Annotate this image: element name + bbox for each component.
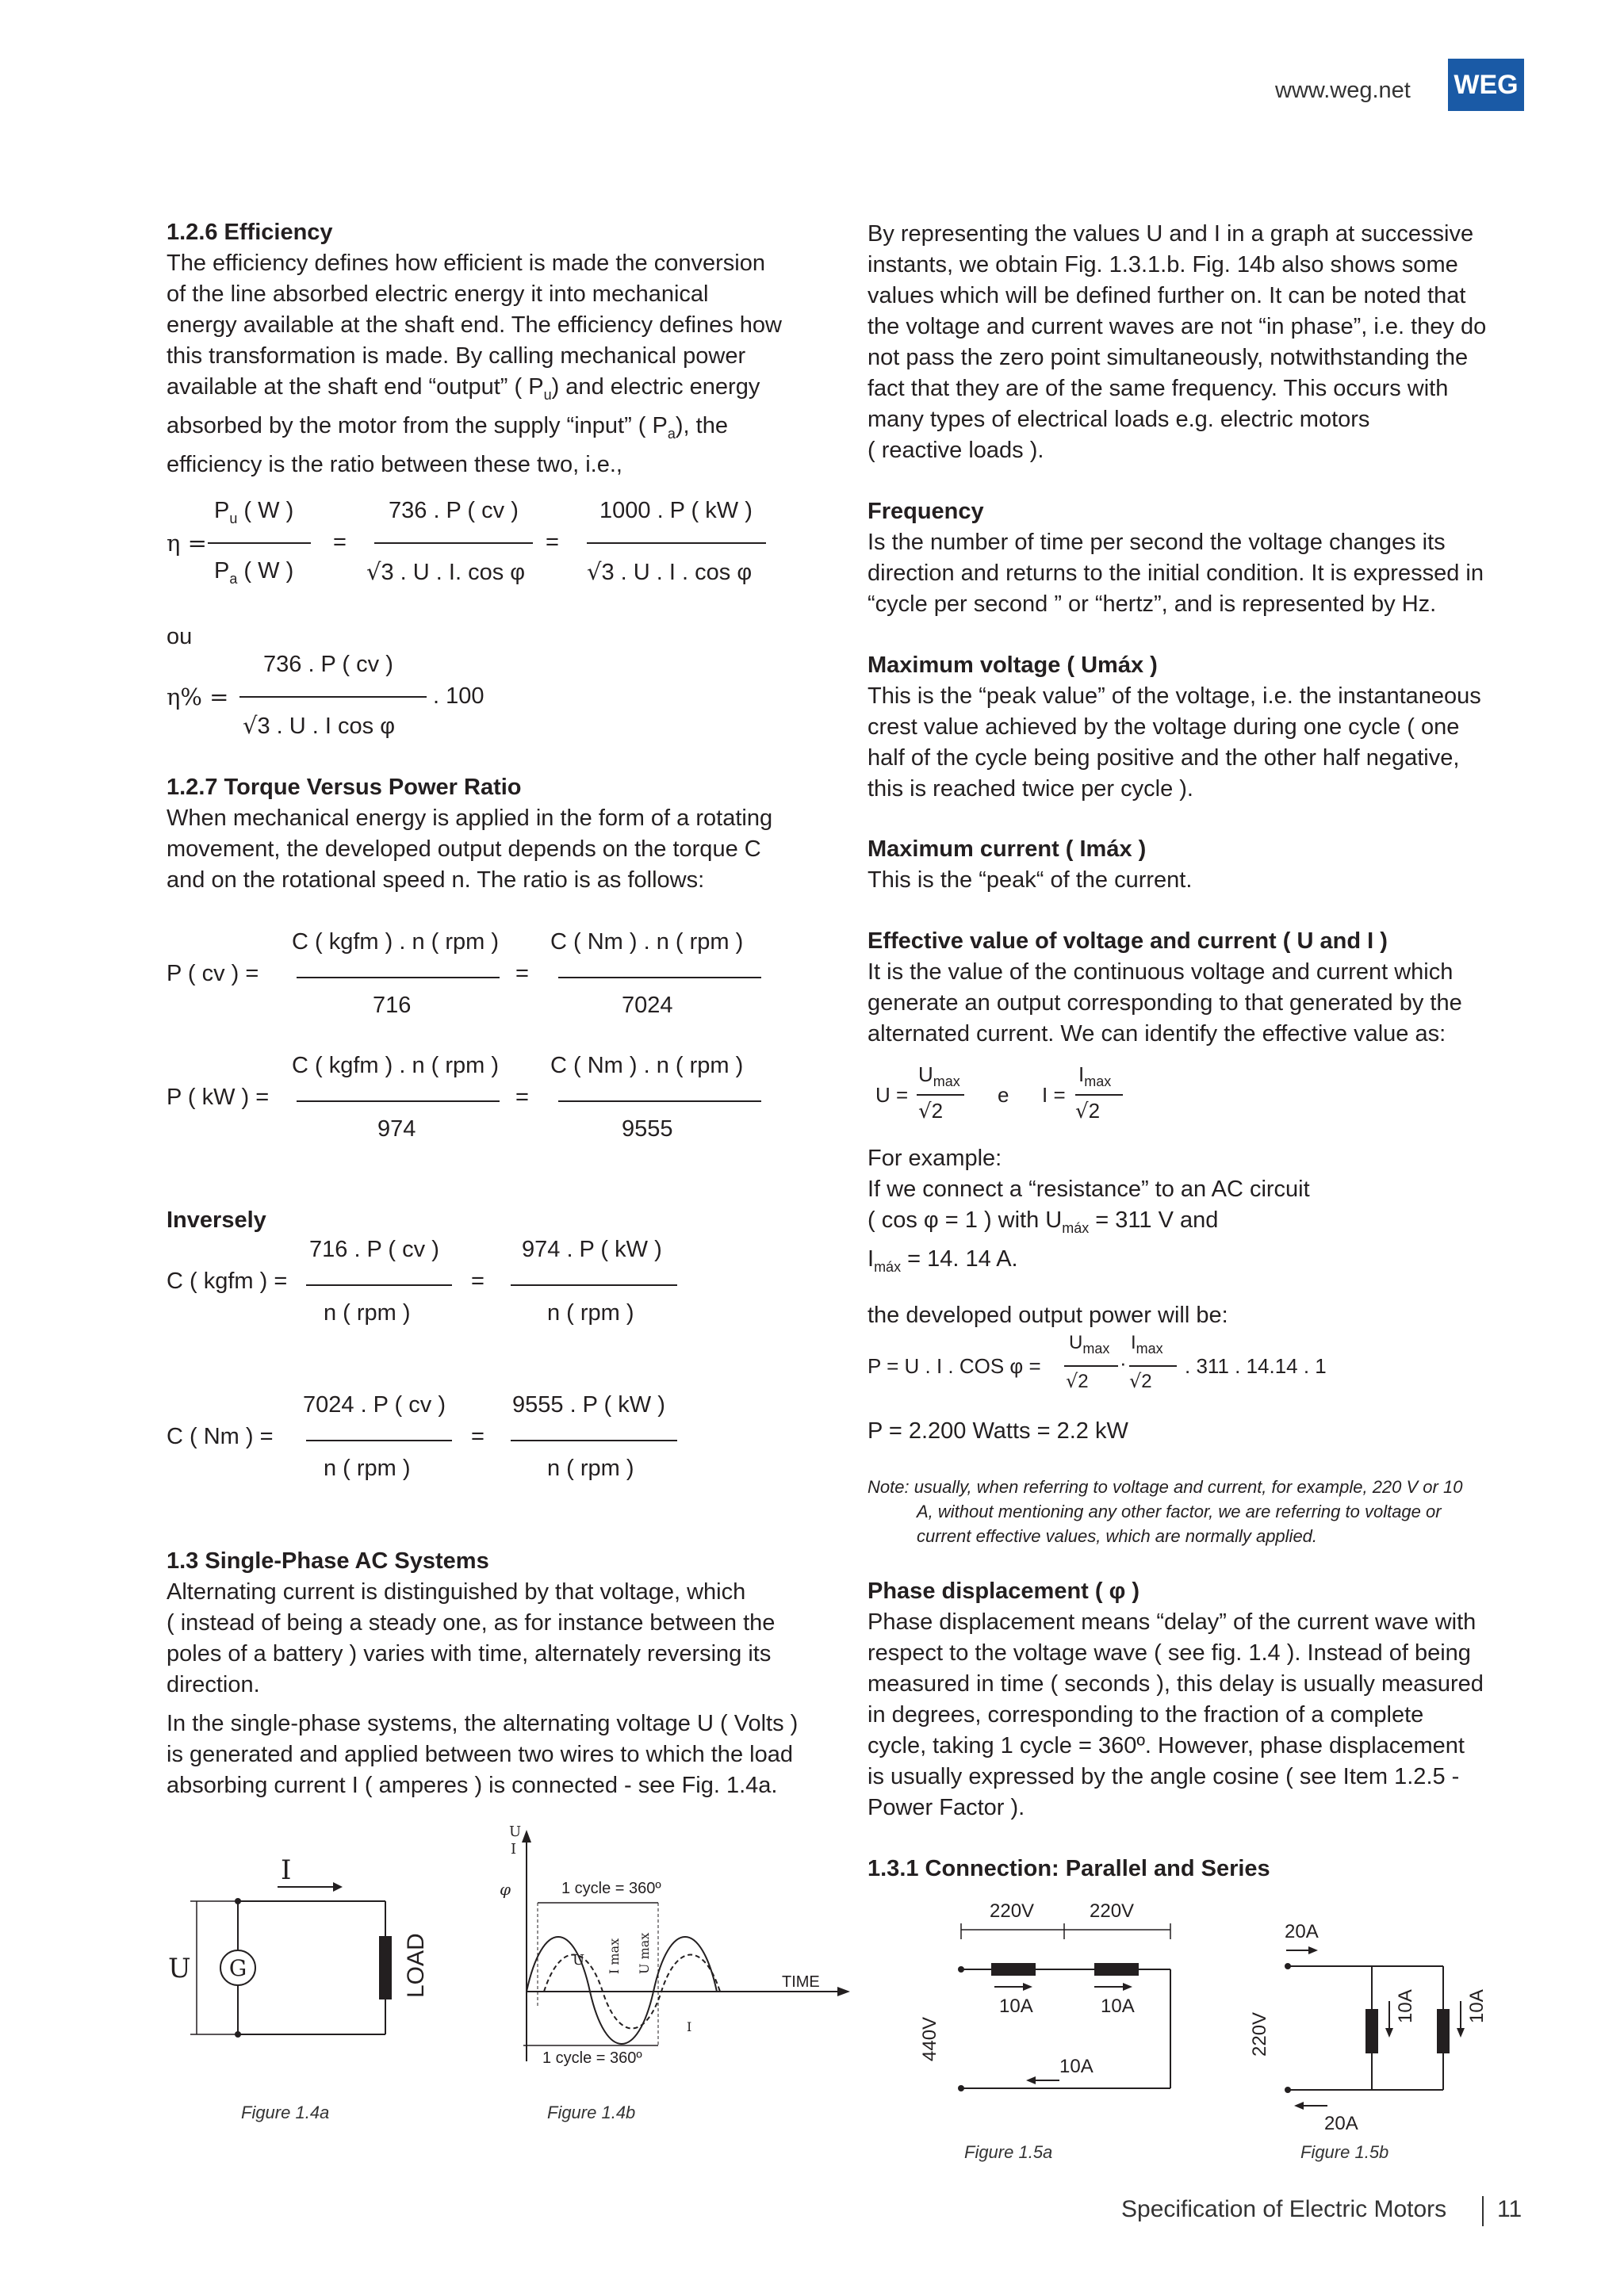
voltage-label: 220V — [1090, 1900, 1135, 1922]
series-circuit — [896, 1895, 1213, 2133]
u-equals: U = — [875, 1083, 909, 1107]
efficiency-line: efficiency is the ratio between these two, i.e., — [167, 451, 622, 477]
single-phase-line: poles of a battery ) varies with time, alternately reversing its — [167, 1641, 772, 1667]
current-label: 10A — [1466, 1989, 1488, 2023]
torque-line: When mechanical energy is applied in the form of a rotating — [167, 806, 773, 831]
torque-kgfm-equation — [167, 1234, 706, 1337]
fraction-bar — [374, 542, 533, 544]
fraction-bar — [239, 696, 427, 698]
torque-line: movement, the developed output depends on the torque C — [167, 836, 761, 862]
power-kw-equation — [167, 1048, 769, 1151]
efficiency-line: The efficiency defines how efficient is made the conversion — [167, 251, 765, 276]
phase-line: in degrees, corresponding to the fraction of a complete — [868, 1702, 1424, 1728]
max-voltage-line: this is reached twice per cycle ). — [868, 776, 1193, 802]
axis-u-label: U — [509, 1823, 522, 1840]
fraction-bar — [558, 1100, 761, 1102]
output-power: $P_u$ ( W ) — [214, 498, 294, 526]
i-equals: I = — [1042, 1083, 1066, 1107]
numerator: C ( kgfm ) . n ( rpm ) — [292, 929, 499, 955]
denominator: 9555 — [622, 1116, 673, 1142]
fraction-bar — [1129, 1365, 1177, 1367]
sqrt-icon: √ — [587, 558, 602, 585]
graph-paragraph — [868, 219, 1549, 466]
lhs: P ( cv ) = — [167, 961, 259, 986]
effective-line: generate an output corresponding to that generated by the — [868, 990, 1462, 1016]
graph-line: many types of electrical loads e.g. electric motors — [868, 407, 1370, 432]
single-phase-line: Alternating current is distinguished by that voltage, which — [167, 1579, 746, 1605]
cycle-bottom-label: 1 cycle = 360º — [542, 2049, 642, 2067]
footer-title: Specification of Electric Motors — [1121, 2196, 1447, 2222]
total-voltage-label: 440V — [919, 2016, 940, 2061]
fraction-bar — [511, 1440, 677, 1441]
torque-line: and on the rotational speed n. The ratio is as follows: — [167, 867, 705, 893]
fraction-bar — [511, 1284, 677, 1286]
phase-line: measured in time ( seconds ), this delay is usually measured — [868, 1671, 1484, 1697]
current-label: 20A — [1324, 2113, 1358, 2134]
frequency-line: Is the number of time per second the voltage changes its — [868, 530, 1446, 555]
power-equation — [868, 1327, 1359, 1406]
connection-title: 1.3.1 Connection: Parallel and Series — [868, 1856, 1270, 1881]
equals-sign: = — [546, 530, 559, 555]
graph-line: By representing the values U and I in a graph at successive — [868, 221, 1474, 247]
graph-line: instants, we obtain Fig. 1.3.1.b. Fig. 14b also shows some — [868, 252, 1458, 277]
denominator: 974 — [377, 1116, 416, 1142]
max-voltage-line: crest value achieved by the voltage during one cycle ( one — [868, 714, 1460, 740]
sqrt2-denominator: √2 — [1129, 1370, 1152, 1392]
effective-section — [868, 926, 1549, 1050]
header-url[interactable]: www.weg.net — [1275, 78, 1411, 103]
current-label: 10A — [999, 1996, 1033, 2017]
numerator: 736 . P ( cv ) — [389, 498, 519, 523]
umax-numerator: $U_{max}$ — [918, 1062, 960, 1090]
multiplier: . 100 — [433, 683, 485, 709]
circuit-diagram — [159, 1847, 508, 2053]
single-phase-line: direction. — [167, 1672, 260, 1697]
figure-caption: Figure 1.5a — [964, 2142, 1053, 2162]
frequency-title: Frequency — [868, 499, 984, 524]
input-power: $P_a$ ( W ) — [214, 558, 294, 587]
power-lhs: P = U . I . COS φ = — [868, 1354, 1041, 1378]
generator-label: G — [228, 1955, 247, 1981]
graph-line: values which will be defined further on. It can be noted that — [868, 283, 1466, 308]
denominator: √3 . U . I cos φ — [243, 712, 396, 739]
fraction-bar — [297, 1100, 500, 1102]
fraction-bar — [587, 542, 766, 544]
parallel-circuit — [1221, 1906, 1507, 2136]
example-section — [868, 1143, 1549, 1331]
weg-logo-text: WEG — [1454, 70, 1519, 100]
footer-divider — [1482, 2196, 1484, 2226]
effective-line: It is the value of the continuous voltage and current which — [868, 959, 1454, 985]
phase-line: is usually expressed by the angle cosine ( see Item 1.2.5 - — [868, 1764, 1460, 1789]
denominator: 7024 — [622, 993, 673, 1018]
sqrt-icon: √ — [1066, 1370, 1078, 1392]
dot: · — [1120, 1351, 1127, 1375]
efficiency-line: absorbed by the motor from the supply “input” ( $P_a$), the — [167, 412, 728, 442]
voltage-label: 220V — [990, 1900, 1035, 1922]
equals-sign: = — [515, 961, 529, 986]
efficiency-section — [167, 217, 817, 480]
example-line: For example: — [868, 1146, 1002, 1171]
max-voltage-line: half of the cycle being positive and the other half negative, — [868, 745, 1460, 771]
efficiency-line: of the line absorbed electric energy it into mechanical — [167, 281, 709, 307]
figure-caption: Figure 1.4a — [241, 2103, 330, 2122]
single-phase-line: In the single-phase systems, the alternating voltage U ( Volts ) — [167, 1711, 799, 1736]
lhs: C ( Nm ) = — [167, 1424, 274, 1449]
graph-line: not pass the zero point simultaneously, notwithstanding the — [868, 345, 1469, 370]
torque-nm-equation — [167, 1389, 706, 1492]
current-label: 10A — [1059, 2056, 1094, 2077]
single-phase-line: ( instead of being a steady one, as for instance between the — [167, 1610, 776, 1636]
example-line: the developed output power will be: — [868, 1302, 1228, 1328]
sqrt2-denominator: √2 — [918, 1099, 944, 1123]
numerator: 1000 . P ( kW ) — [599, 498, 753, 523]
numerator: C ( Nm ) . n ( rpm ) — [550, 929, 744, 955]
and-word: e — [998, 1083, 1009, 1107]
equals-sign: = — [471, 1424, 485, 1449]
umax-label: U max — [637, 1932, 652, 1974]
ou-label: ou — [167, 624, 193, 649]
page-number: 11 — [1497, 2196, 1522, 2222]
efficiency-percent-equation — [167, 647, 579, 750]
fraction-bar — [1064, 1365, 1118, 1367]
note-line: A, without mentioning any other factor, we are referring to voltage or — [917, 1502, 1442, 1521]
efficiency-line: available at the shaft end “output” ( $P_u$) and electric energy — [167, 374, 760, 403]
efficiency-line: energy available at the shaft end. The efficiency defines how — [167, 312, 782, 338]
torque-title: 1.2.7 Torque Versus Power Ratio — [167, 775, 522, 800]
current-label: 10A — [1395, 1989, 1416, 2023]
equals-sign: = — [333, 530, 347, 555]
example-line: $I_{máx} = 14$. 14 A. — [868, 1246, 1018, 1275]
waveform-diagram — [492, 1823, 856, 2077]
fraction-bar — [558, 977, 761, 978]
max-voltage-line: This is the “peak value” of the voltage, i.e. the instantaneous — [868, 683, 1481, 709]
figure-caption: Figure 1.5b — [1300, 2142, 1389, 2162]
figure-1-5a — [896, 1895, 1213, 2164]
numerator: C ( kgfm ) . n ( rpm ) — [292, 1053, 499, 1078]
footer — [1121, 2196, 1534, 2228]
sqrt2-denominator: √2 — [1066, 1370, 1089, 1392]
imax-label: I max — [607, 1938, 622, 1974]
fraction-bar — [306, 1284, 452, 1286]
time-label: TIME — [782, 1973, 820, 1991]
weg-logo — [1448, 59, 1524, 111]
current-label: 20A — [1285, 1921, 1319, 1942]
graph-line: fact that they are of the same frequency. This occurs with — [868, 376, 1449, 401]
sqrt2-denominator: √2 — [1075, 1099, 1101, 1123]
phi-label: φ — [500, 1880, 511, 1899]
max-voltage-title: Maximum voltage ( Umáx ) — [868, 652, 1158, 678]
equals-sign: = — [515, 1085, 529, 1110]
max-current-line: This is the “peak“ of the current. — [868, 867, 1193, 893]
effective-line: alternated current. We can identify the effective value as: — [868, 1021, 1446, 1047]
efficiency-equation — [167, 492, 785, 603]
fraction-bar — [297, 977, 500, 978]
current-label: I — [281, 1854, 292, 1886]
numerator: C ( Nm ) . n ( rpm ) — [550, 1053, 744, 1078]
sqrt-icon: √ — [243, 712, 258, 739]
frequency-section — [868, 496, 1549, 620]
sqrt-icon: √ — [1075, 1100, 1089, 1123]
denominator: n ( rpm ) — [324, 1300, 411, 1326]
denominator: √3 . U . I. cos φ — [366, 558, 526, 585]
sqrt-icon: √ — [918, 1100, 932, 1123]
note-line: Note: usually, when referring to voltage and current, for example, 220 V or 10 — [868, 1477, 1463, 1497]
imax-numerator: $I_{max}$ — [1078, 1062, 1112, 1090]
single-phase-line: is generated and applied between two wires to which the load — [167, 1742, 793, 1767]
single-phase-line: absorbing current I ( amperes ) is connected - see Fig. 1.4a. — [167, 1773, 778, 1798]
eta-symbol: η = — [167, 530, 207, 557]
fraction-bar — [917, 1094, 964, 1096]
fraction-bar — [208, 542, 311, 544]
note — [868, 1475, 1565, 1548]
torque-section — [167, 772, 817, 896]
numerator: 974 . P ( kW ) — [522, 1237, 662, 1262]
voltage-label: 220V — [1249, 2011, 1270, 2057]
graph-line: ( reactive loads ). — [868, 438, 1044, 463]
fraction-bar — [306, 1440, 452, 1441]
denominator: n ( rpm ) — [324, 1456, 411, 1481]
cycle-top-label: 1 cycle = 360º — [561, 1880, 661, 1897]
phase-line: Power Factor ). — [868, 1795, 1025, 1820]
current-label: 10A — [1101, 1996, 1135, 2017]
sqrt-icon: √ — [1129, 1370, 1142, 1392]
frequency-line: “cycle per second ” or “hertz”, and is represented by Hz. — [868, 591, 1437, 617]
graph-line: the voltage and current waves are not “in phase”, i.e. they do — [868, 314, 1487, 339]
denominator: 716 — [373, 993, 412, 1018]
i-wave-label: I — [687, 2019, 692, 2034]
power-cv-equation — [167, 924, 769, 1027]
fraction-bar — [1075, 1094, 1123, 1096]
power-values: . 311 . 14.14 . 1 — [1185, 1354, 1327, 1378]
effective-title: Effective value of voltage and current ( U and I ) — [868, 928, 1388, 954]
efficiency-line: this transformation is made. By calling mechanical power — [167, 343, 746, 369]
figure-1-4a — [159, 1847, 508, 2122]
eta-percent: η% = — [167, 683, 229, 710]
figure-caption: Figure 1.4b — [547, 2103, 636, 2122]
equals-sign: = — [471, 1269, 485, 1294]
max-current-section — [868, 834, 1549, 896]
umax-numerator: $U_{max}$ — [1069, 1332, 1110, 1357]
axis-i-label: I — [511, 1841, 517, 1858]
u-wave-label: U — [573, 1952, 585, 1969]
phase-line: respect to the voltage wave ( see fig. 1.4 ). Instead of being — [868, 1640, 1471, 1666]
numerator: 716 . P ( cv ) — [309, 1237, 439, 1262]
lhs: P ( kW ) = — [167, 1085, 270, 1110]
inversely-title: Inversely — [167, 1207, 266, 1233]
phase-section — [868, 1576, 1549, 1823]
sqrt-icon: √ — [366, 558, 381, 585]
single-phase-title: 1.3 Single-Phase AC Systems — [167, 1548, 489, 1574]
figure-1-4b — [492, 1823, 856, 2122]
power-result: P = 2.200 Watts = 2.2 kW — [868, 1418, 1128, 1444]
single-phase-section — [167, 1546, 833, 1801]
example-line: If we connect a “resistance” to an AC circuit — [868, 1177, 1310, 1202]
note-line: current effective values, which are normally applied. — [917, 1526, 1318, 1546]
effective-equation — [872, 1059, 1142, 1138]
frequency-line: direction and returns to the initial condition. It is expressed in — [868, 561, 1484, 586]
phase-line: cycle, taking 1 cycle = 360º. However, phase displacement — [868, 1733, 1465, 1758]
voltage-label: U — [168, 1953, 191, 1984]
denominator: n ( rpm ) — [547, 1300, 634, 1326]
phase-title: Phase displacement ( φ ) — [868, 1578, 1140, 1604]
numerator: 736 . P ( cv ) — [263, 652, 393, 677]
denominator: √3 . U . I . cos φ — [587, 558, 753, 585]
load-label: LOAD — [403, 1933, 429, 1998]
numerator: 9555 . P ( kW ) — [512, 1392, 665, 1418]
denominator: n ( rpm ) — [547, 1456, 634, 1481]
max-voltage-section — [868, 650, 1549, 805]
example-line: ( cos φ = 1 ) with $U_{máx} = 311$ V and — [868, 1207, 1219, 1236]
max-current-title: Maximum current ( Imáx ) — [868, 836, 1147, 862]
lhs: C ( kgfm ) = — [167, 1269, 288, 1294]
imax-numerator: $I_{max}$ — [1131, 1332, 1163, 1357]
figure-1-5b — [1221, 1906, 1507, 2168]
efficiency-title: 1.2.6 Efficiency — [167, 220, 333, 245]
phase-line: Phase displacement means “delay” of the current wave with — [868, 1609, 1477, 1635]
numerator: 7024 . P ( cv ) — [303, 1392, 446, 1418]
